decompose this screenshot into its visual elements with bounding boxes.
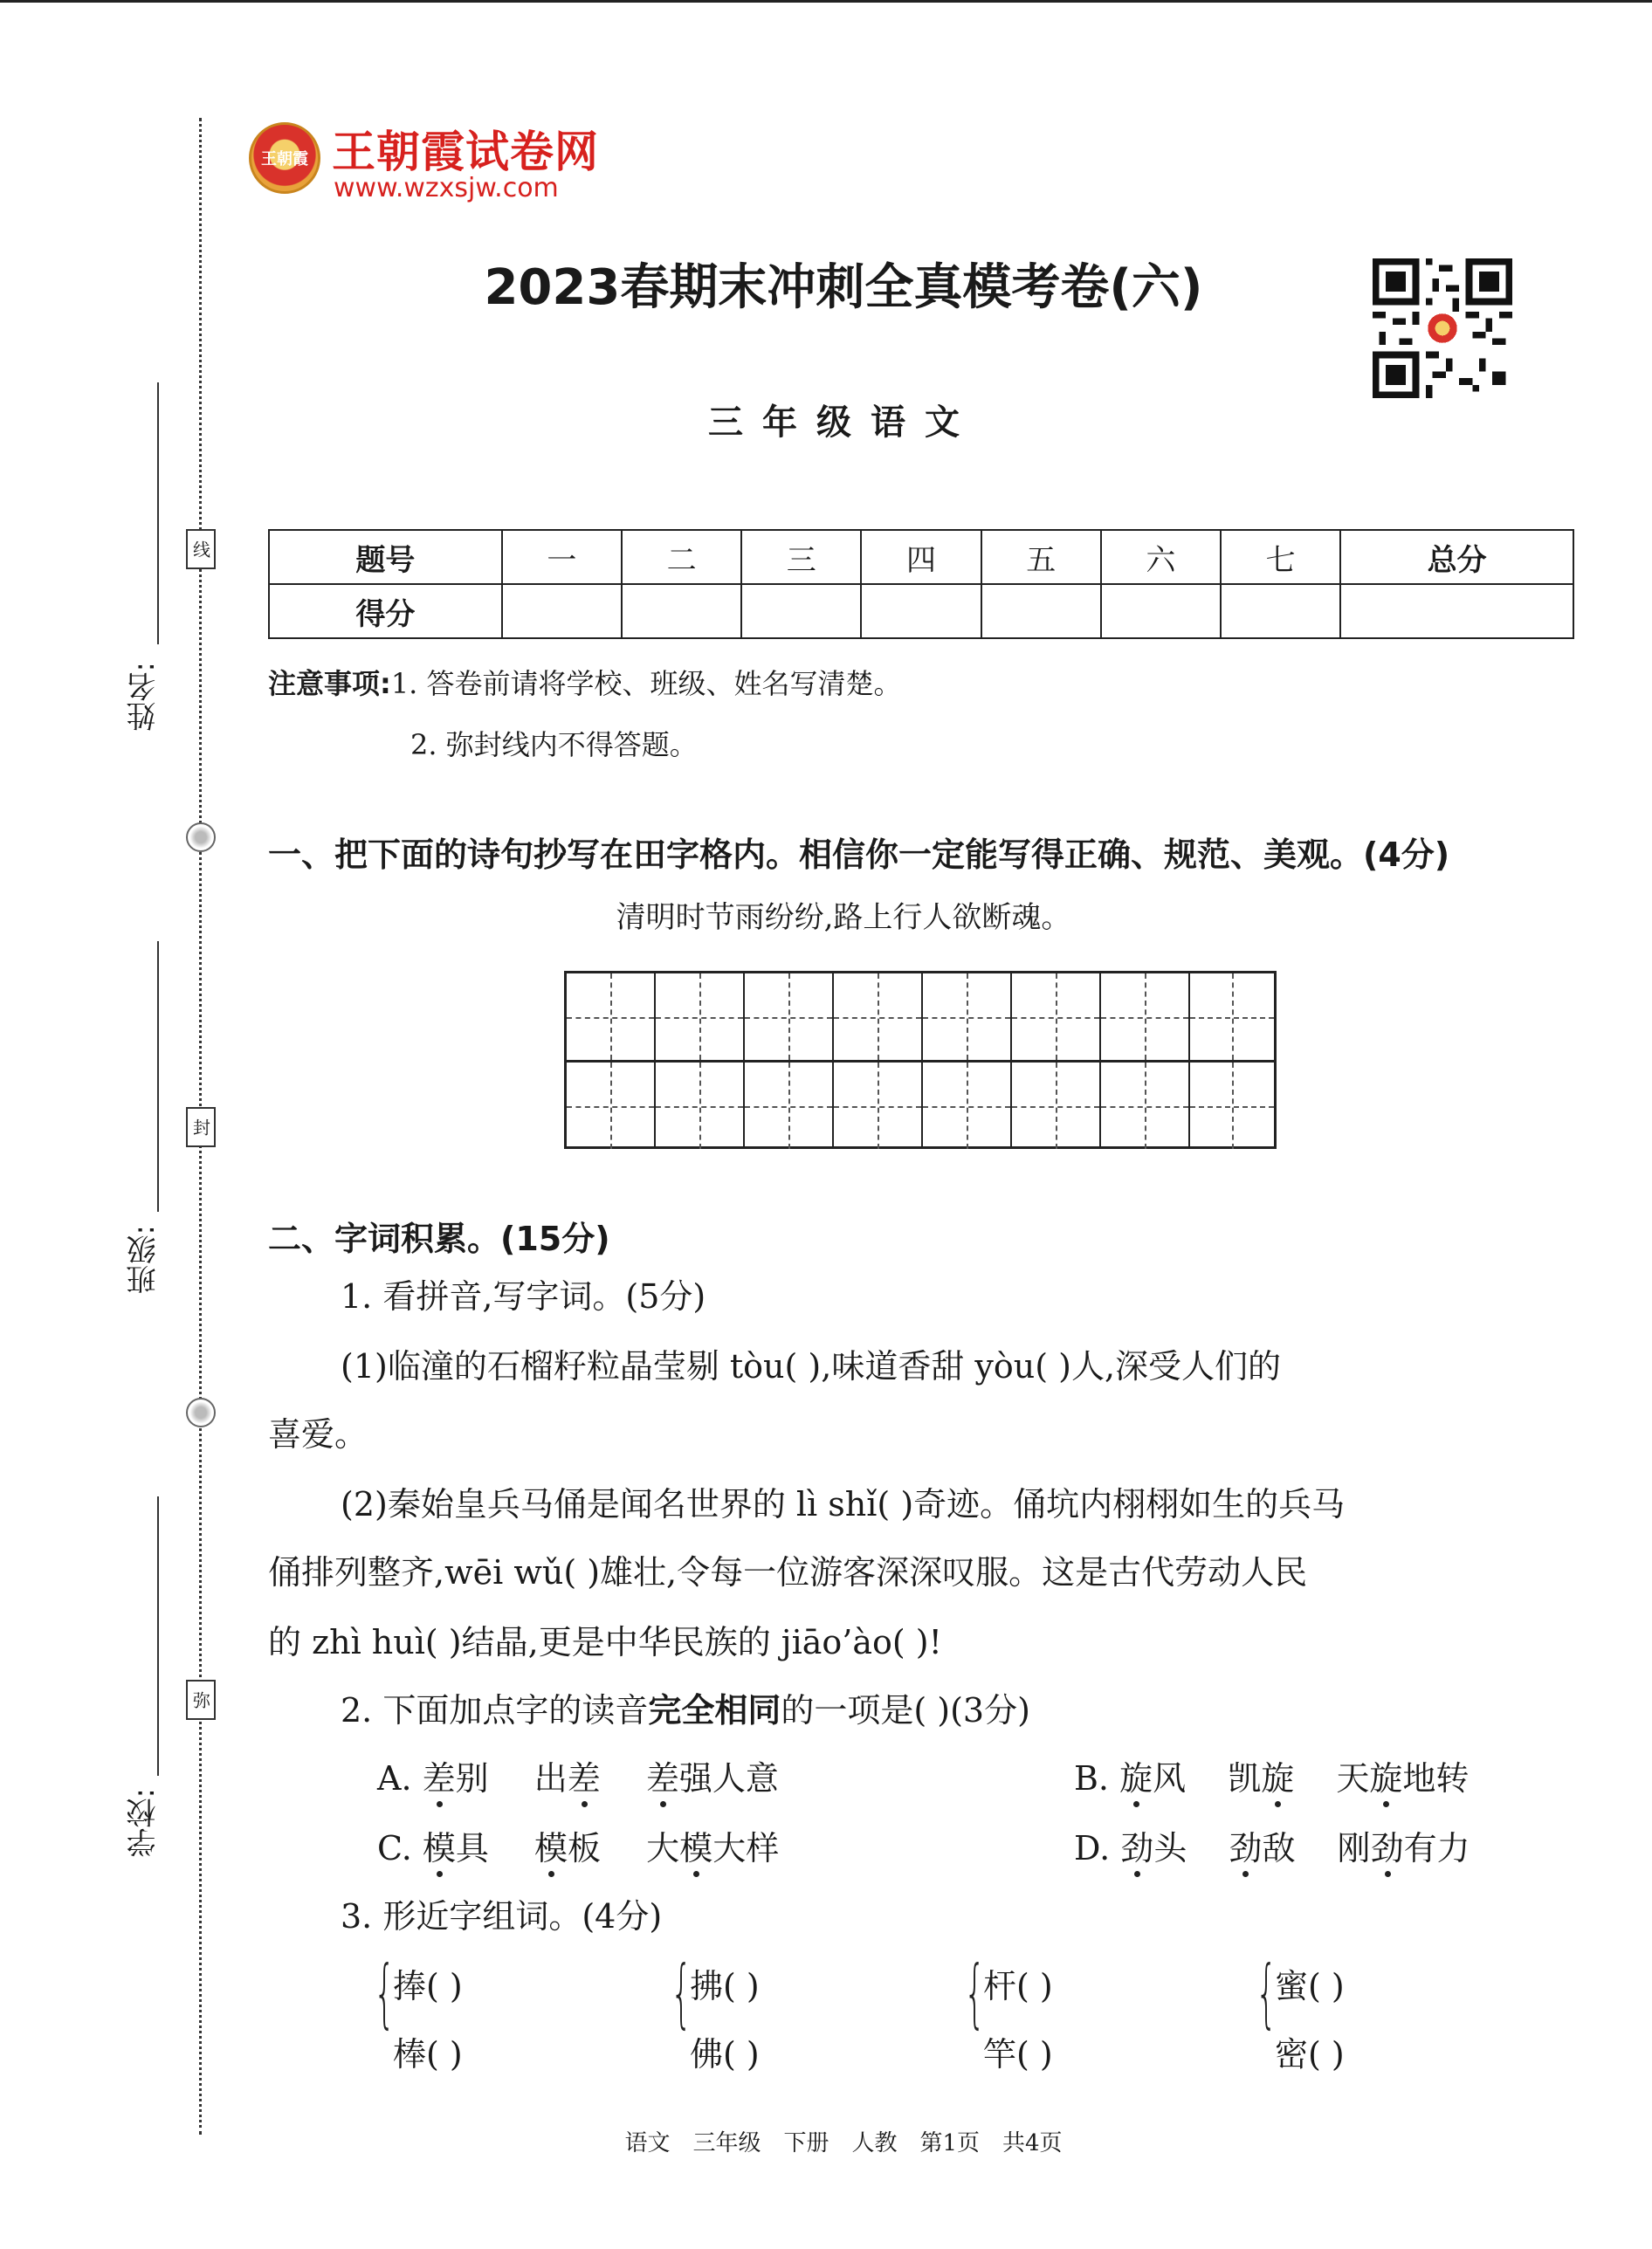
q2-s1-p2-line1: (2)秦始皇兵马俑是闻名世界的 lì shǐ( )奇迹。俑坑内栩栩如生的兵马	[341, 1485, 1346, 1523]
similar-char-item[interactable]: 棒( )	[393, 2035, 463, 2074]
similar-char-item[interactable]: 蜜( )	[1275, 1967, 1345, 2005]
score-table-score-row	[269, 584, 1573, 638]
notes	[268, 662, 902, 702]
score-table-header-row	[269, 530, 1573, 584]
score-input-cell[interactable]	[981, 584, 1101, 638]
score-input-cell[interactable]	[741, 584, 861, 638]
similar-char-item[interactable]: 杆( )	[983, 1967, 1053, 2005]
logo-badge: 王朝霞	[249, 122, 320, 194]
score-input-cell[interactable]	[861, 584, 981, 638]
brace-icon: {	[671, 1950, 692, 2037]
dotted-char: 劲	[1370, 1829, 1404, 1867]
score-table-cell: 七	[1221, 530, 1340, 584]
notes-label: 注意事项:	[268, 667, 391, 700]
score-table-cell: 一	[502, 530, 622, 584]
word-part: 大	[646, 1829, 680, 1867]
brace-icon: {	[964, 1950, 986, 2037]
q2-s1-title: 1. 看拼音,写字词。(5分)	[341, 1277, 706, 1316]
word-part: 具	[455, 1829, 489, 1867]
page-title: 2023春期末冲刺全真模考卷(六)	[484, 259, 1203, 316]
score-table	[268, 529, 1574, 639]
tianzige-cell[interactable]	[1012, 973, 1101, 1060]
score-input-cell[interactable]	[1340, 584, 1573, 638]
tianzige-cell[interactable]	[923, 1063, 1012, 1149]
score-table-cell: 六	[1101, 530, 1221, 584]
dotted-char: 旋	[1369, 1759, 1403, 1798]
word-part: 别	[455, 1759, 489, 1798]
notes-item-1: 1. 答卷前请将学校、班级、姓名写清楚。	[390, 667, 902, 700]
tianzige-cell[interactable]	[1101, 973, 1190, 1060]
score-input-cell[interactable]	[1221, 584, 1340, 638]
tianzige-cell[interactable]	[745, 1063, 834, 1149]
word-part: 板	[568, 1829, 602, 1867]
dotted-char: 模	[422, 1829, 456, 1867]
option-label: A.	[377, 1759, 412, 1798]
q2-s2-title-a: 2. 下面加点字的读音	[341, 1691, 649, 1730]
q2-s1-p1-line2: 喜爱。	[268, 1415, 368, 1454]
word-part: 出	[533, 1759, 568, 1798]
dotted-char: 差	[645, 1759, 679, 1798]
tianzige-cell[interactable]	[834, 973, 923, 1060]
tianzige-cell[interactable]	[745, 973, 834, 1060]
q2-s1-p2-line2: 俑排列整齐,wēi wǔ( )雄壮,令每一位游客深深叹服。这是古代劳动人民	[268, 1553, 1308, 1592]
top-border	[0, 0, 1652, 3]
score-input-cell[interactable]	[1101, 584, 1221, 638]
score-input-cell[interactable]	[502, 584, 622, 638]
school-underline	[157, 1496, 159, 1776]
similar-char-item[interactable]: 密( )	[1275, 2035, 1345, 2074]
qr-code	[1373, 258, 1512, 398]
notes-item-2: 2. 弥封线内不得答题。	[410, 728, 698, 761]
q2-s3-title: 3. 形近字组词。(4分)	[341, 1897, 663, 1936]
binding-ornament	[186, 822, 216, 852]
option-a[interactable]	[377, 1759, 779, 1798]
score-input-cell[interactable]	[622, 584, 741, 638]
class-label: 班级:	[127, 1225, 162, 1295]
tianzige-cell[interactable]	[656, 973, 745, 1060]
logo-url: www.wzxsjw.com	[334, 173, 559, 203]
binding-ornament	[186, 1398, 216, 1427]
logo-name: 王朝霞试卷网	[332, 127, 599, 177]
similar-char-item[interactable]: 佛( )	[690, 2035, 760, 2074]
tianzige-cell[interactable]	[567, 973, 656, 1060]
q2-s1-p1-line1: (1)临潼的石榴籽粒晶莹剔 tòu( ),味道香甜 yòu( )人,深受人们的	[341, 1347, 1282, 1386]
option-label: D.	[1074, 1829, 1111, 1867]
name-label: 姓名:	[127, 662, 162, 732]
tianzige-cell[interactable]	[656, 1063, 745, 1149]
score-table-cell: 得分	[269, 584, 502, 638]
word-part: 大样	[712, 1829, 780, 1867]
tianzige-cell[interactable]	[567, 1063, 656, 1149]
dotted-char: 旋	[1261, 1759, 1295, 1798]
option-d[interactable]	[1074, 1829, 1470, 1867]
score-table-cell: 二	[622, 530, 741, 584]
q2-s1-p2-line3: 的 zhì huì( )结晶,更是中华民族的 jiāo’ào( )!	[268, 1623, 942, 1661]
dotted-char: 差	[567, 1759, 601, 1798]
option-c[interactable]	[377, 1829, 780, 1867]
dotted-char: 劲	[1120, 1829, 1154, 1867]
score-table-cell: 题号	[269, 530, 502, 584]
tianzige-cell[interactable]	[834, 1063, 923, 1149]
q1-poem: 清明时节雨纷纷,路上行人欲断魂。	[616, 900, 1071, 935]
similar-char-item[interactable]: 捧( )	[393, 1967, 463, 2005]
q2-s2-title	[341, 1691, 1030, 1730]
dotted-char: 差	[422, 1759, 456, 1798]
tianzige-cell[interactable]	[1190, 973, 1274, 1060]
word-part: 头	[1153, 1829, 1187, 1867]
tianzige-cell[interactable]	[923, 973, 1012, 1060]
q2-s2-title-c: 的一项是( )(3分)	[781, 1691, 1030, 1730]
word-part: 刚	[1337, 1829, 1371, 1867]
word-part: 天	[1336, 1759, 1370, 1798]
word-part: 风	[1153, 1759, 1187, 1798]
q1-heading: 一、把下面的诗句抄写在田字格内。相信你一定能写得正确、规范、美观。(4分)	[268, 836, 1450, 874]
score-table-cell: 总分	[1340, 530, 1573, 584]
word-part: 有力	[1403, 1829, 1470, 1867]
binding-mark-seal: 封	[186, 1107, 216, 1147]
class-underline	[157, 941, 159, 1212]
page-subtitle: 三年级语文	[708, 402, 979, 443]
option-label: C.	[377, 1829, 412, 1867]
option-b[interactable]	[1074, 1759, 1470, 1798]
binding-mark-line: 线	[186, 529, 216, 569]
q2-heading: 二、字词积累。(15分)	[268, 1220, 610, 1258]
tianzige-cell[interactable]	[1190, 1063, 1274, 1149]
tianzige-grid[interactable]	[564, 971, 1277, 1149]
word-part: 敌	[1262, 1829, 1296, 1867]
brace-icon: {	[374, 1950, 396, 2037]
tianzige-cell[interactable]	[1012, 1063, 1101, 1149]
brace-icon: {	[1256, 1950, 1277, 2037]
school-label: 学校:	[127, 1788, 162, 1858]
word-part: 地转	[1402, 1759, 1470, 1798]
option-label: B.	[1074, 1759, 1110, 1798]
tianzige-cell[interactable]	[1101, 1063, 1190, 1149]
word-part: 凯	[1228, 1759, 1262, 1798]
q2-s2-title-emphasis: 完全相同	[648, 1691, 781, 1730]
dotted-char: 模	[534, 1829, 568, 1867]
score-table-cell: 五	[981, 530, 1101, 584]
page-footer: 语文 三年级 下册 人教 第1页 共4页	[624, 2130, 1063, 2156]
dotted-char: 劲	[1229, 1829, 1263, 1867]
word-part: 强人意	[678, 1759, 779, 1798]
dotted-char: 模	[679, 1829, 713, 1867]
score-table-cell: 四	[861, 530, 981, 584]
similar-char-item[interactable]: 竿( )	[983, 2035, 1053, 2074]
similar-char-item[interactable]: 拂( )	[690, 1967, 760, 2005]
score-table-cell: 三	[741, 530, 861, 584]
binding-mark-mi: 弥	[186, 1680, 216, 1720]
dotted-char: 旋	[1119, 1759, 1153, 1798]
